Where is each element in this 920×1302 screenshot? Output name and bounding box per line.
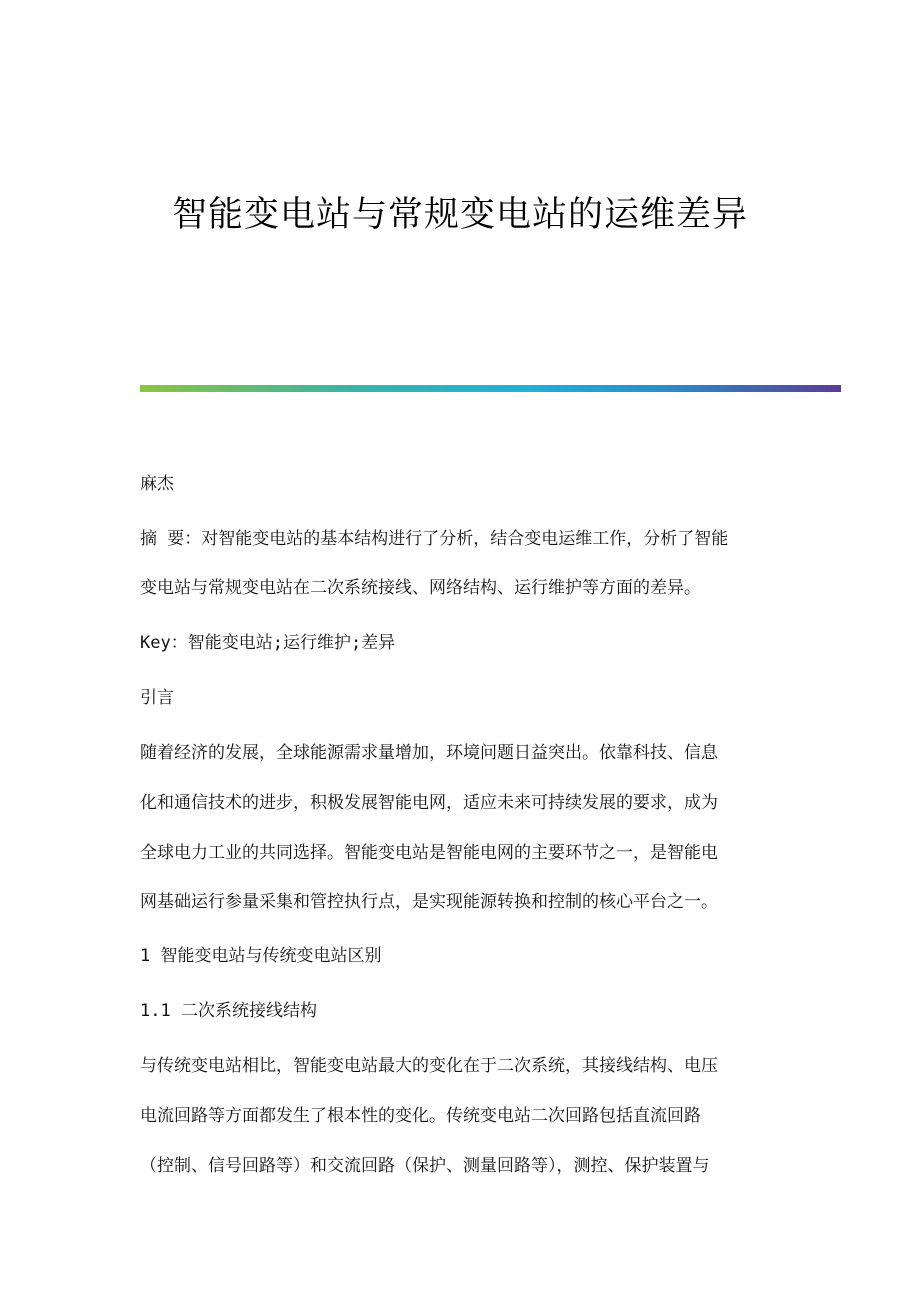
section-heading: 1 智能变电站与传统变电站区别 xyxy=(140,946,382,966)
author: 麻杰 xyxy=(140,474,174,494)
intro-heading: 引言 xyxy=(140,688,174,708)
intro-line: 随着经济的发展，全球能源需求量增加，环境问题日益突出。依靠科技、信息 xyxy=(140,743,718,763)
intro-line: 网基础运行参量采集和管控执行点，是实现能源转换和控制的核心平台之一。 xyxy=(140,892,718,912)
subsection-heading: 1.1 二次系统接线结构 xyxy=(140,1001,317,1021)
intro-line: 全球电力工业的共同选择。智能变电站是智能电网的主要环节之一，是智能电 xyxy=(140,843,718,863)
keywords: Key：智能变电站;运行维护;差异 xyxy=(140,633,396,653)
abstract-line: 变电站与常规变电站在二次系统接线、网络结构、运行维护等方面的差异。 xyxy=(140,578,701,598)
body-line: 电流回路等方面都发生了根本性的变化。传统变电站二次回路包括直流回路 xyxy=(140,1106,701,1126)
abstract-line: 摘 要：对智能变电站的基本结构进行了分析，结合变电运维工作，分析了智能 xyxy=(140,529,729,549)
document-title: 智能变电站与常规变电站的运维差异 xyxy=(171,195,748,235)
body-line: （控制、信号回路等）和交流回路（保护、测量回路等），测控、保护装置与 xyxy=(140,1156,710,1176)
body-line: 与传统变电站相比，智能变电站最大的变化在于二次系统，其接线结构、电压 xyxy=(140,1056,718,1076)
intro-line: 化和通信技术的进步，积极发展智能电网，适应未来可持续发展的要求，成为 xyxy=(140,793,718,813)
title-divider xyxy=(140,385,841,392)
